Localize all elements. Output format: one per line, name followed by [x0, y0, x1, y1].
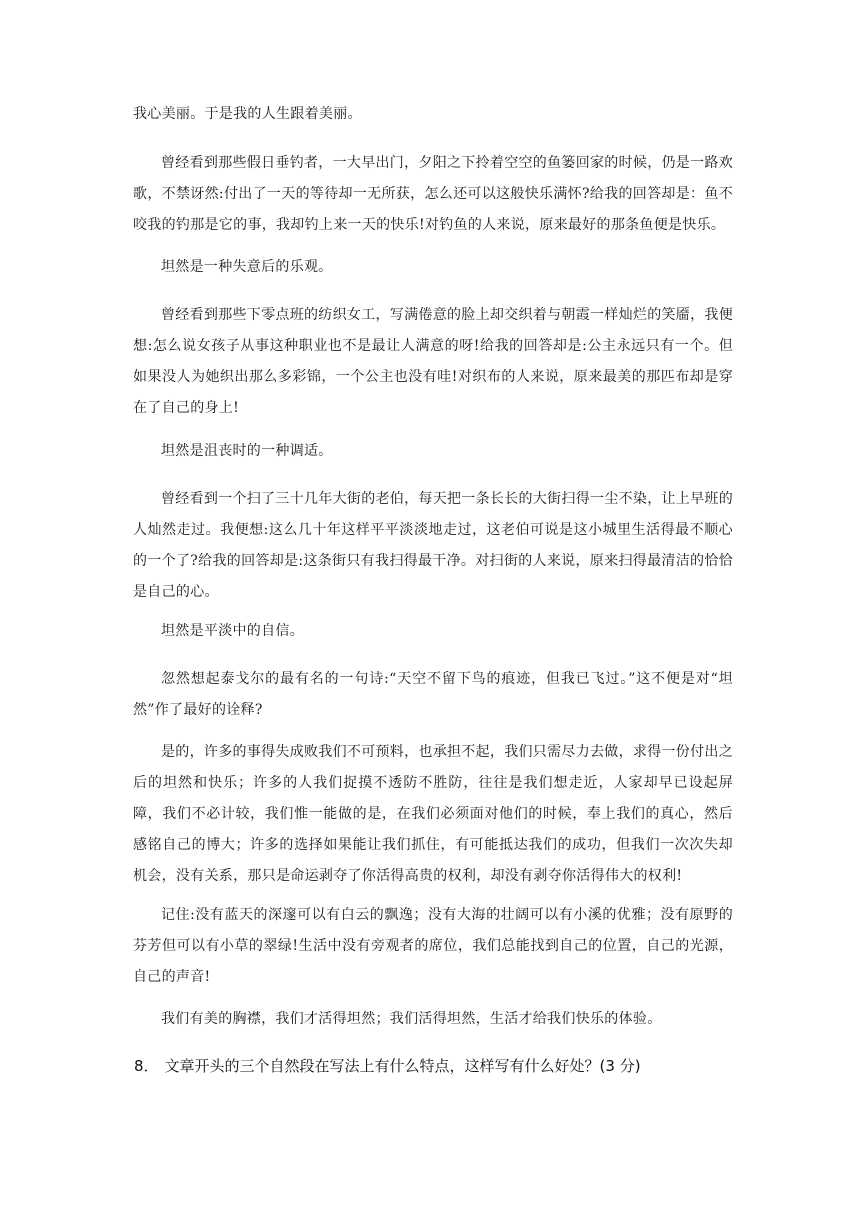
- paragraph-6: 曾经看到一个扫了三十几年大街的老伯，每天把一条长长的大街扫得一尘不染，让上早班的人灿然走过。我便想:这么几十年这样平平淡淡地走过，这老伯可说是这小城里生活得最不顺心的一个了?给我的回答却是:这条街只有我扫得最干净。对扫街的人来说，原来扫得最清洁的恰恰是自己的心。: [133, 491, 733, 600]
- question-8: [134, 1054, 734, 1078]
- paragraph-3: 坦然是一种失意后的乐观。: [161, 259, 333, 275]
- paragraph-4: 曾经看到那些下零点班的纺织女工，写满倦意的脸上却交织着与朝霞一样灿烂的笑靥，我便想:怎么说女孩子从事这种职业也不是最让人满意的呀!给我的回答却是:公主永远只有一个。但如果没人为她织出那么多彩锦，一个公主也没有哇!对织布的人来说，原来最美的那匹布却是穿在了自己的身上!: [133, 307, 733, 416]
- question-number: 8．: [134, 1057, 159, 1075]
- paragraph-8: 忽然想起泰戈尔的最有名的一句诗:“天空不留下鸟的痕迹，但我已飞过。”这不便是对“坦然”作了最好的诠释?: [133, 671, 733, 718]
- question-text: 文章开头的三个自然段在写法上有什么特点，这样写有什么好处？(3 分): [164, 1057, 641, 1075]
- paragraph-5: 坦然是沮丧时的一种调适。: [161, 443, 333, 459]
- paragraph-2: 曾经看到那些假日垂钓者，一大早出门，夕阳之下拎着空空的鱼篓回家的时候，仍是一路欢歌，不禁讶然:付出了一天的等待却一无所获，怎么还可以这般快乐满怀?给我的回答却是：鱼不咬我的钓那是它的事，我却钓上来一天的快乐!对钓鱼的人来说，原来最好的那条鱼便是快乐。: [133, 155, 733, 233]
- paragraph-11: 我们有美的胸襟，我们才活得坦然；我们活得坦然，生活才给我们快乐的体验。: [161, 1011, 662, 1027]
- paragraph-7: 坦然是平淡中的自信。: [161, 623, 304, 639]
- paragraph-9: 是的，许多的事得失成败我们不可预料，也承担不起，我们只需尽力去做，求得一份付出之后的坦然和快乐；许多的人我们捉摸不透防不胜防，往往是我们想走近，人家却早已设起屏障，我们不必计较，我们惟一能做的是，在我们必须面对他们的时候，奉上我们的真心，然后感铭自己的博大；许多的选择如果能让我们抓住，有可能抵达我们的成功，但我们一次次失却机会，没有关系，那只是命运剥夺了你活得高贵的权利，却没有剥夺你活得伟大的权利!: [133, 744, 733, 884]
- paragraph-1: 我心美丽。于是我的人生跟着美丽。: [133, 106, 362, 122]
- paragraph-10: 记住:没有蓝天的深邃可以有白云的飘逸；没有大海的壮阔可以有小溪的优雅；没有原野的芬芳但可以有小草的翠绿!生活中没有旁观者的席位，我们总能找到自己的位置，自己的光源，自己的声音!: [133, 907, 733, 985]
